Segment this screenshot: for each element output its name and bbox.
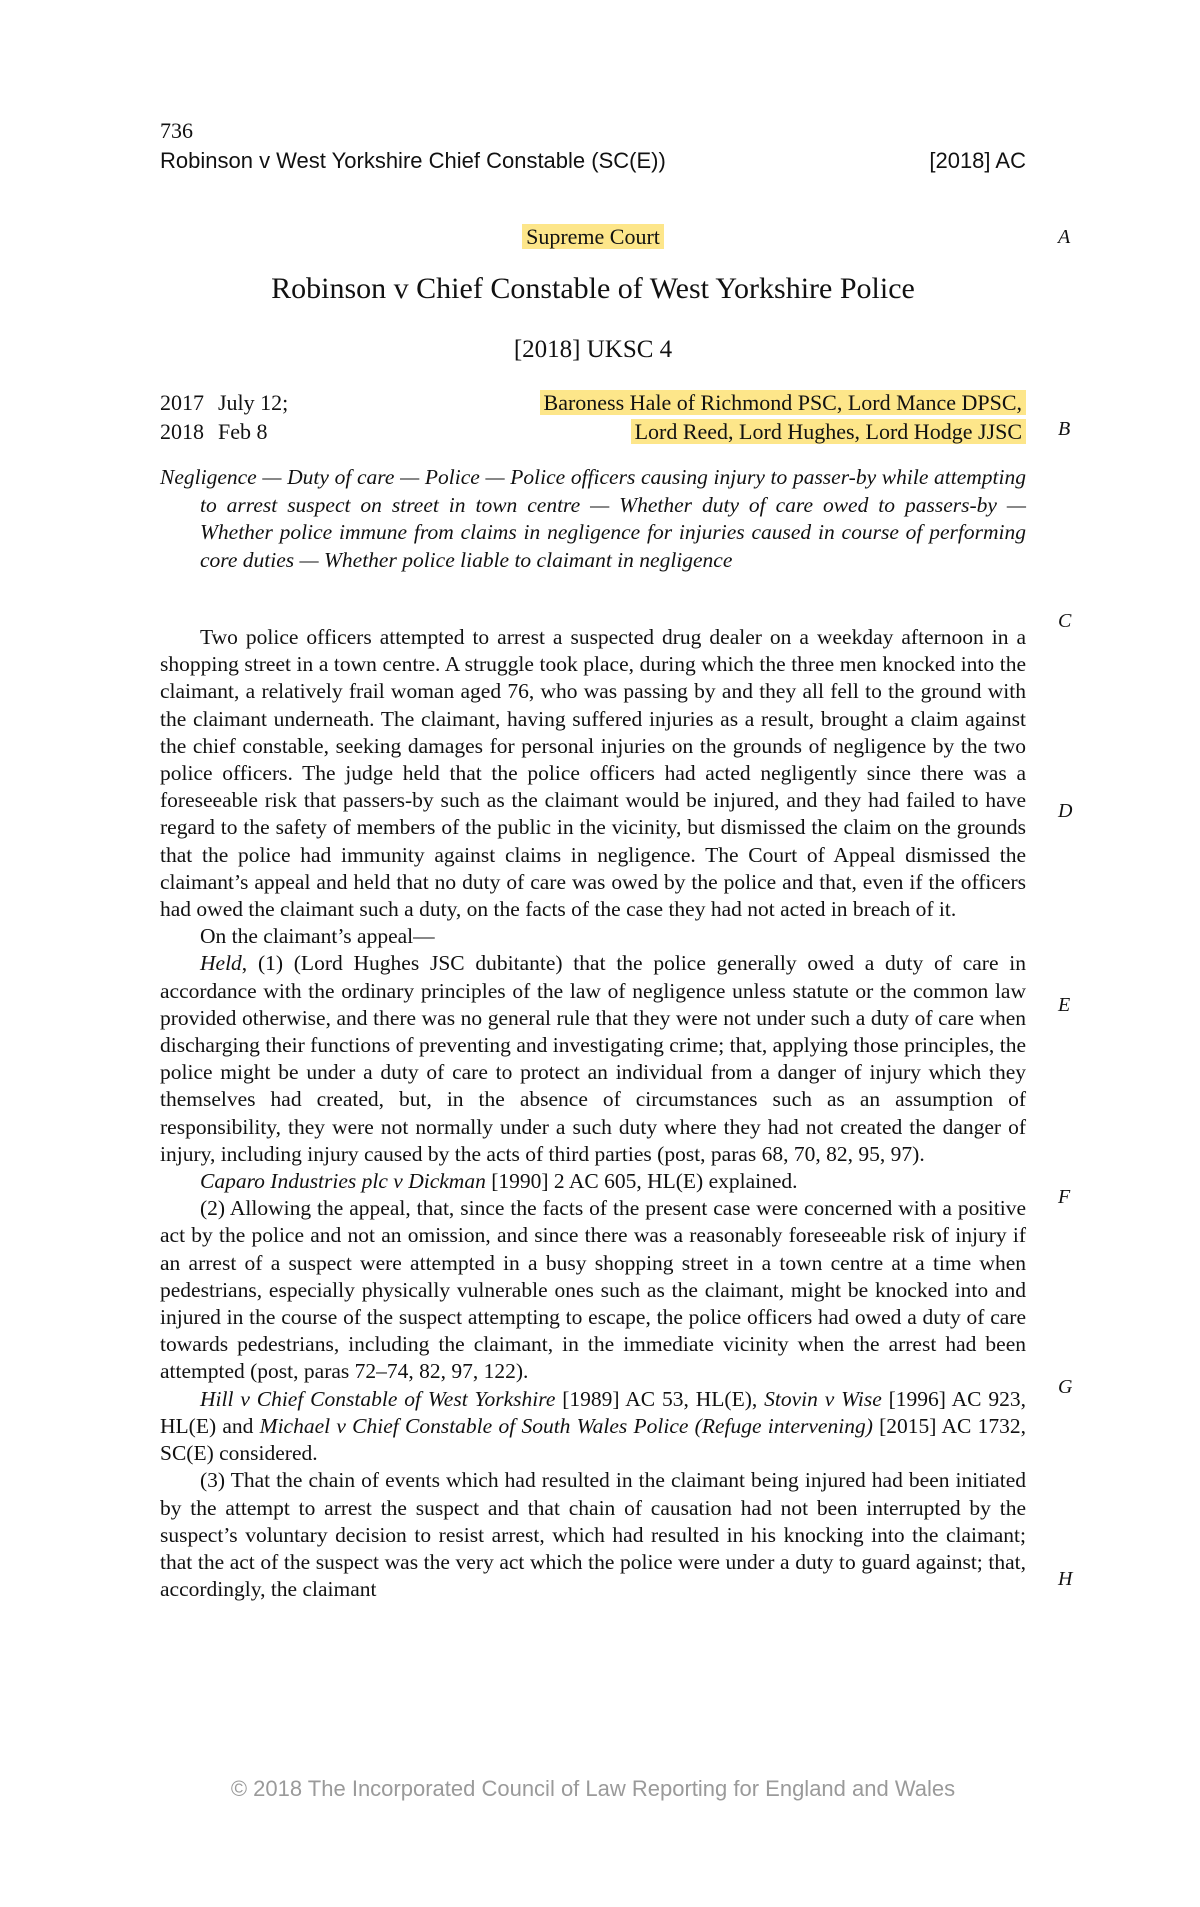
headnote: [160, 624, 1026, 1603]
margin-letter: D: [1058, 800, 1073, 822]
date-line: 2017 July 12;: [160, 390, 289, 415]
margin-letter: A: [1058, 226, 1071, 248]
margin-letter: H: [1058, 1568, 1073, 1590]
margin-letter: B: [1058, 418, 1071, 440]
margin-letter: C: [1058, 610, 1072, 632]
authorities-paragraph: Caparo Industries plc v Dickman [1990] 2 AC 605, HL(E) explained.: [200, 1169, 798, 1194]
catchwords: Negligence — Duty of care — Police — Police officers causing injury to passer-by while attempting to arrest suspect on street in town centre — Whether duty of care owed to passers-by — Whether police immune from claims in negligence for injuries caused in course of performing core duties — Whether police liable to claimant in negligence: [160, 465, 1026, 572]
neutral-citation: [2018] UKSC 4: [513, 336, 673, 363]
holding-paragraph: (3) That the chain of events which had resulted in the claimant being injured had been initiated by the attempt to arrest the suspect and that chain of causation had not been interrupted by the suspect’s voluntary decision to resist arrest, which had resulted in his knocking into the claimant; that the act of the suspect was the very act which the police were under a duty to guard against; that, accordingly, the claimant: [160, 1468, 1026, 1602]
court-name: Supreme Court: [522, 224, 664, 249]
case-name: Caparo Industries plc v Dickman: [200, 1169, 486, 1194]
case-title: Robinson v Chief Constable of West Yorkshire Police: [271, 272, 915, 305]
margin-letter: G: [1058, 1376, 1073, 1398]
date-line: 2018 Feb 8: [160, 419, 268, 444]
court-name-line: [0, 224, 1186, 250]
copyright-footer: © 2018 The Incorporated Council of Law Reporting for England and Wales: [230, 1776, 956, 1801]
judges-line: Baroness Hale of Richmond PSC, Lord Mance DPSC,: [540, 390, 1026, 415]
page-number: 736: [160, 118, 193, 143]
headnote-paragraph: On the claimant’s appeal—: [200, 924, 435, 949]
judges: [540, 388, 1026, 446]
running-head: [160, 148, 1026, 174]
case-name: Hill v Chief Constable of West Yorkshire: [200, 1386, 556, 1411]
case-name: Stovin v Wise: [764, 1386, 882, 1411]
holding-paragraph: Held, (1) (Lord Hughes JSC dubitante) that the police generally owed a duty of care in accordance with the ordinary principles of the law of negligence unless statute or the common law provided otherwise, and there was no general rule that they were not under such a duty of care when discharging their functions of preventing and investigating crime; that, applying those principles, the police might be under a duty of care to protect an individual from a danger of injury which they themselves had created, but, in the absence of circumstances such as an assumption of responsibility, they were not normally under a such duty where they had not created the danger of injury, including injury caused by the acts of third parties (post, paras 68, 70, 82, 95, 97).: [160, 951, 1026, 1166]
holding-paragraph: (2) Allowing the appeal, that, since the facts of the present case were concerned with a positive act by the police and not an omission, and since there was a reasonably foreseeable risk of injury if an arrest of a suspect were attempted in a busy shopping street in a town centre at a time when pedestrians, especially physically vulnerable ones such as the claimant, might be knocked into and injured in the course of the suspect attempting to escape, the police officers had owed a duty of care towards pedestrians, including the claimant, in the immediate vicinity when the arrest had been attempted (post, paras 72–74, 82, 97, 122).: [160, 1196, 1026, 1384]
case-name: Michael v Chief Constable of South Wales Police (Refuge intervening): [259, 1413, 873, 1438]
running-title: Robinson v West Yorkshire Chief Constable (SC(E)): [160, 148, 666, 173]
report-volume: [2018] AC: [929, 148, 1026, 173]
held-label: Held: [200, 951, 242, 976]
authorities-paragraph: Hill v Chief Constable of West Yorkshire [1989] AC 53, HL(E), Stovin v Wise [1996] AC 923, HL(E) and Michael v Chief Constable of South Wales Police (Refuge intervening) [2015] AC 1732, SC(E) considered.: [160, 1386, 1027, 1466]
margin-letter: E: [1058, 994, 1071, 1016]
hearing-dates: [160, 388, 288, 446]
headnote-paragraph: Two police officers attempted to arrest a suspected drug dealer on a weekday afternoon in a shopping street in a town centre. A struggle took place, during which the three men knocked into the claimant, a relatively frail woman aged 76, who was passing by and they all fell to the ground with the claimant underneath. The claimant, having suffered injuries as a result, brought a claim against the chief constable, seeking damages for personal injuries on the grounds of negligence by the two police officers. The judge held that the police officers had acted negligently since there was a foreseeable risk that passers-by such as the claimant would be injured, and they had failed to have regard to the safety of members of the public in the vicinity, but dismissed the claim on the grounds that the police had immunity against claims in negligence. The Court of Appeal dismissed the claimant’s appeal and held that no duty of care was owed by the police and that, even if the officers had owed the claimant such a duty, on the facts of the case they had not acted in breach of it.: [160, 625, 1026, 922]
judges-line: Lord Reed, Lord Hughes, Lord Hodge JJSC: [631, 419, 1026, 444]
margin-letter: F: [1058, 1186, 1071, 1208]
